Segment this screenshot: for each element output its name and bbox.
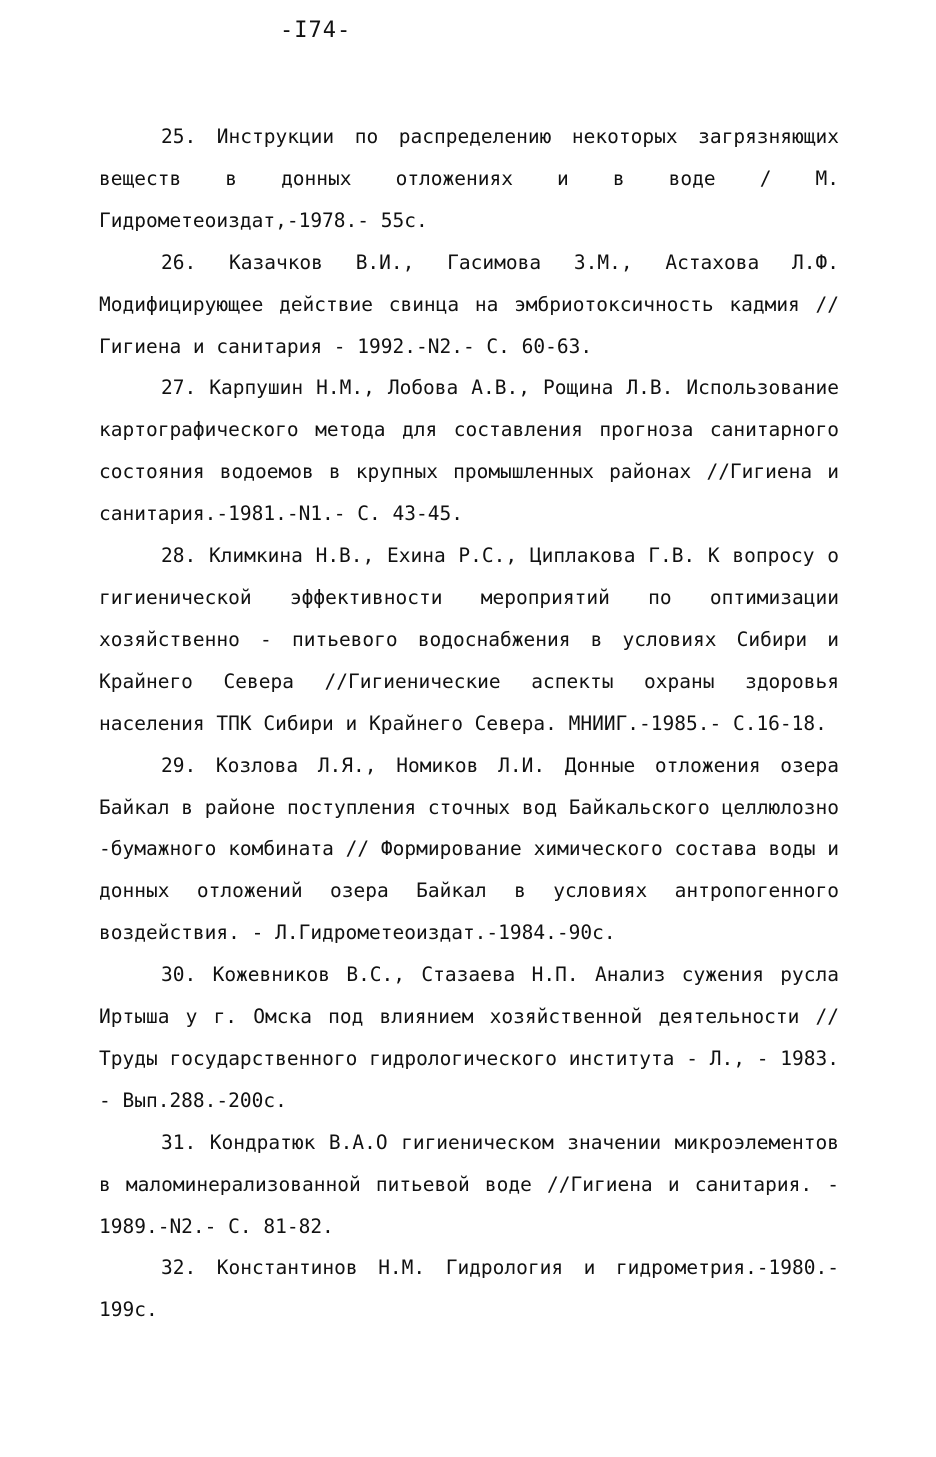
reference-item-28: 28. Климкина Н.В., Ехина Р.С., Циплакова Г.В. К вопросу о гигиенической эффективности мероприятий по оптимизации хозяйственно - питьевого водоснабжения в условиях Сибири и Крайнего Севера //Гигиенические аспекты охраны здоровья населения ТПК Сибири и Крайнего Севера. МНИИГ.-1985.- С.16-18. (99, 544, 839, 735)
reference-item-27: 27. Карпушин Н.М., Лобова А.В., Рощина Л.В. Использование картографического метода для составления прогноза санитарного состояния водоемов в крупных промышленных районах //Гигиена и санитария.-1981.-N1.- С. 43-45. (99, 376, 839, 526)
reference-item-29: 29. Козлова Л.Я., Номиков Л.И. Донные отложения озера Байкал в районе поступления сточных вод Байкальского целлюлозно -бумажного комбината // Формирование химического состава воды и донных отложений озера Байкал в условиях антропогенного воздействия. - Л.Гидрометеоиздат.-1984.-90с. (99, 753, 839, 945)
page-number: -I74- (280, 18, 352, 43)
reference-item-26: 26. Казачков В.И., Гасимова З.М., Астахова Л.Ф. Модифицирующее действие свинца на эмбриотоксичность кадмия // Гигиена и санитария - 1992.-N2.- С. 60-63. (99, 250, 839, 358)
reference-list (99, 116, 839, 1331)
reference-item-25: 25. Инструкции по распределению некоторых загрязняющих веществ в донных отложениях и в воде / М. Гидрометеоиздат,-1978.- 55с. (99, 125, 839, 232)
reference-item-30: 30. Кожевников В.С., Стазаева Н.П. Анализ сужения русла Иртыша у г. Омска под влиянием хозяйственной деятельности // Труды государственного гидрологического института - Л., - 1983. - Вып.288.-200с. (99, 963, 839, 1112)
reference-item-32: 32. Константинов Н.М. Гидрология и гидрометрия.-1980.- 199с. (99, 1256, 839, 1322)
reference-item-31: 31. Кондратюк В.А.О гигиеническом значении микроэлементов в маломинерализованной питьевой воде //Гигиена и санитария. - 1989.-N2.- С. 81-82. (99, 1130, 839, 1238)
